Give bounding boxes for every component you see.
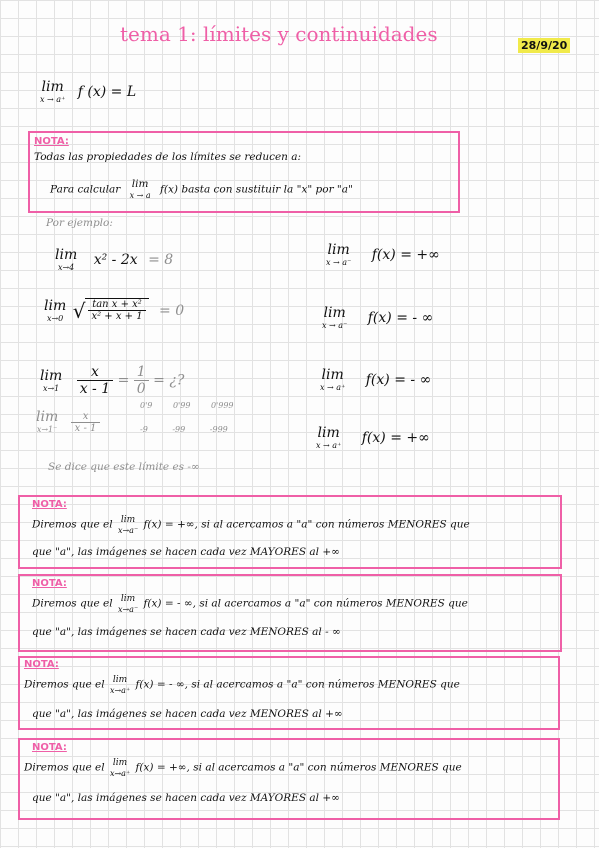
example-1: lim x→4 x² - 2x = 8: [55, 247, 174, 272]
nota1-line1: Todas las propiedades de los límites se reducen a:: [34, 151, 302, 163]
example-2: lim x→0 √ $\frac{\text{tan x + x²}}{\text{x² + x + 1}}$ = 0: [44, 297, 185, 323]
nota1-line2: Para calcular lim x → a f(x) basta con sustituir la "x" por "a": [50, 178, 353, 200]
right-limit-1: lim x → a⁻ f(x) = +∞: [326, 242, 440, 267]
examples-label: Por ejemplo:: [46, 217, 113, 229]
note-4-line1: Diremos que el lim x→a⁺ f(x) = +∞, si al acercamos a "a" con números MENORES que: [24, 758, 462, 778]
example-4-bots: -9 -99 -999: [140, 425, 228, 434]
note-3-line2: que "a", las imágenes se hacen cada vez MENORES al +∞: [32, 708, 343, 720]
note-4-line2: que "a", las imágenes se hacen cada vez MAYORES al +∞: [32, 792, 340, 804]
nota-label: NOTA:: [32, 578, 67, 589]
intro-rhs: f (x) = L: [77, 84, 137, 100]
note-1-line2: que "a", las imágenes se hacen cada vez MAYORES al +∞: [32, 546, 340, 558]
intro-lim: lim x → a⁺: [40, 79, 66, 104]
example-conclusion: Se dice que este límite es -∞: [48, 461, 200, 473]
intro-limit: [40, 80, 136, 104]
nota-box-5: [18, 738, 560, 820]
note-3-line1: Diremos que el lim x→a⁺ f(x) = - ∞, si al acercamos a "a" con números MENORES que: [24, 675, 460, 695]
note-2-line1: Diremos que el lim x→a⁻ f(x) = - ∞, si al acercamos a "a" con números MENORES que: [32, 594, 468, 614]
example-4: lim x→1⁻ $\frac{x}{x - 1}$: [36, 410, 100, 434]
nota-box-1: [28, 131, 460, 213]
right-limit-2: lim x → a⁻ f(x) = - ∞: [322, 305, 434, 330]
note-2-line2: que "a", las imágenes se hacen cada vez MENORES al - ∞: [32, 626, 341, 638]
note-1-line1: Diremos que el lim x→a⁻ f(x) = +∞, si al acercamos a "a" con números MENORES que: [32, 515, 470, 535]
example-4-tops: 0'9 0'99 0'999: [140, 401, 234, 410]
nota-label: NOTA:: [32, 742, 67, 753]
right-limit-4: lim x → a⁺ f(x) = +∞: [316, 425, 430, 450]
nota-label: NOTA:: [32, 499, 67, 510]
example-3: lim x→1 $\frac{x}{x - 1}$ = $\frac{1}{0}$ = ¿?: [40, 364, 185, 397]
nota-label: NOTA:: [34, 136, 69, 147]
page-title: tema 1: límites y continuidades: [120, 22, 438, 46]
nota-label: NOTA:: [24, 659, 59, 670]
page-date: 28/9/20: [518, 38, 570, 53]
right-limit-3: lim x → a⁺ f(x) = - ∞: [320, 367, 432, 392]
